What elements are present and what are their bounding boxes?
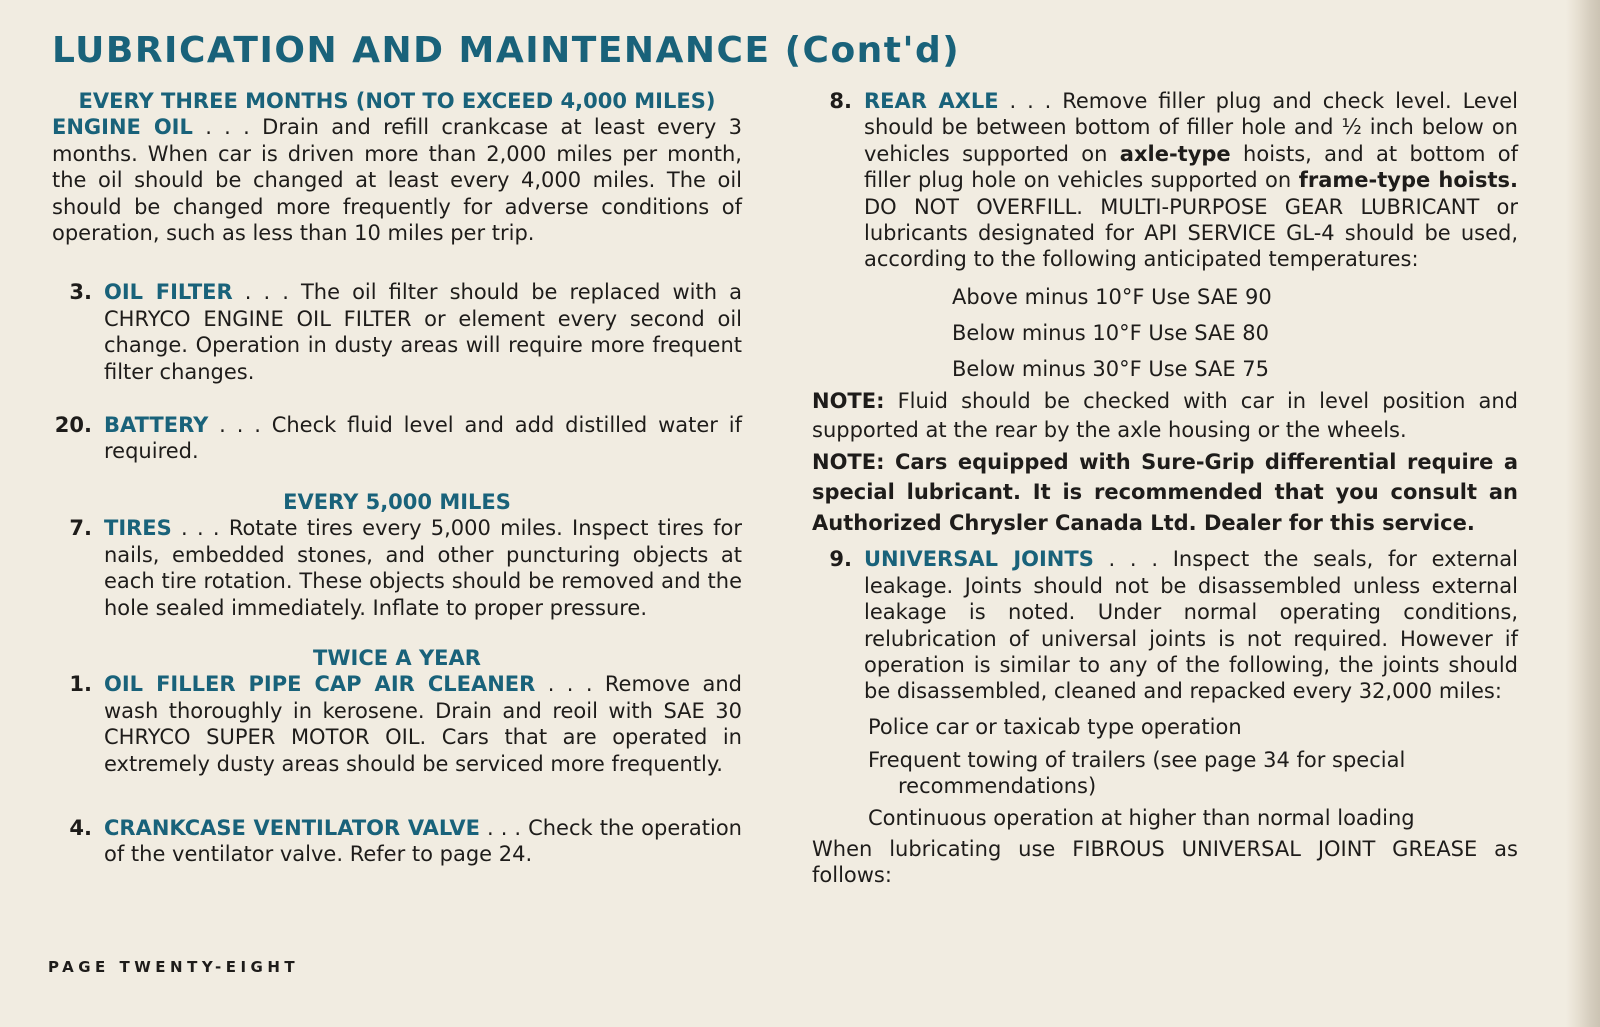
item-battery [52,412,742,465]
air-cleaner-text: . . . Remove and wash thoroughly in kerosene. Drain and reoil with SAE 30 CHRYCO SUPER MOTOR OIL. Cars that are operated in extremely dusty areas should be serviced more frequently. [104,672,742,776]
battery-label: BATTERY [104,413,209,438]
item-number: 4. [69,815,92,840]
rear-axle-text-a: . . . Remove filler plug and check level. Level should be between bottom of filler hole and ½ inch below on vehicles supported on [864,89,1519,166]
heading-every-5000-miles: EVERY 5,000 MILES [283,489,511,514]
condition-line: Police car or taxicab type operation [868,714,1242,739]
crankcase-label: CRANKCASE VENTILATOR VALVE [104,815,480,840]
right-column [812,88,1518,888]
item-number: 9. [829,547,852,572]
item-number: 7. [69,516,92,541]
temperature-line: Below minus 10°F Use SAE 80 [952,320,1270,345]
item-crankcase-valve [52,815,742,868]
item-number: 3. [69,280,92,305]
rear-axle-text-b: hoists, and at bottom of filler plug hole on vehicles supported on [864,141,1518,193]
rear-axle-bold-a: axle-type [1119,141,1231,166]
rear-axle-bold-b: frame-type hoists. [1298,168,1518,193]
universal-joints-label: UNIVERSAL JOINTS [864,547,1094,572]
battery-text: . . . Check fluid level and add distilled water if required. [104,413,742,464]
item-number: 1. [69,672,92,697]
item-universal-joints [812,546,1518,704]
item-number: 20. [54,413,92,438]
condition-line: Frequent towing of trailers (see page 34 for special recommendations) [868,747,1406,799]
item-tires [52,515,742,621]
item-number: 8. [829,89,852,113]
rear-axle-label: REAR AXLE [864,89,999,113]
note-label: NOTE: [812,388,885,413]
page-title: LUBRICATION AND MAINTENANCE (Cont'd) [52,30,961,71]
engine-oil-paragraph [52,114,742,246]
page-edge-shadow [1566,0,1600,1027]
note-text: Fluid should be checked with car in level position and supported at the rear by the axle housing or the wheels. [812,388,1518,442]
temperature-list [812,279,1518,387]
conditions-list [812,711,1518,834]
oil-filter-label: OIL FILTER [104,280,233,305]
page-footer: PAGE TWENTY-EIGHT [48,958,300,976]
crankcase-text: . . . Check the operation of the ventilator valve. Refer to page 24. [104,815,742,867]
condition-line: Continuous operation at higher than normal loading [868,805,1415,830]
engine-oil-text: . . . Drain and refill crankcase at least every 3 months. When car is driven more than 2,000 miles per month, the oil should be changed at least every 4,000 miles. The oil should be changed more frequently for adverse conditions of operation, such as less than 10 miles per trip. [52,115,743,246]
closing-paragraph: When lubricating use FIBROUS UNIVERSAL JOINT GREASE as follows: [812,836,1518,887]
item-air-cleaner [52,671,742,777]
note-sure-grip: NOTE: Cars equipped with Sure-Grip differential require a special lubricant. It is recommended that you consult an Authorized Chrysler Canada Ltd. Dealer for this service. [812,449,1518,535]
item-rear-axle [812,88,1518,273]
universal-joints-text: . . . Inspect the seals, for external leakage. Joints should not be disassembled unless external leakage is noted. Under normal operating conditions, relubrication of universal joints is not required. However if operation is similar to any of the following, the joints should be disassembled, cleaned and repacked every 32,000 miles: [864,547,1518,704]
left-column [52,88,742,868]
rear-axle-text-c: DO NOT OVERFILL. MULTI-PURPOSE GEAR LUBRICANT or lubricants designated for API SERVICE GL-4 should be used, according to the following anticipated temperatures: [864,194,1518,272]
note-fluid-check [812,387,1518,445]
air-cleaner-label: OIL FILLER PIPE CAP AIR CLEANER [104,672,536,697]
oil-filter-text: . . . The oil filter should be replaced with a CHRYCO ENGINE OIL FILTER or element every second oil change. Operation in dusty areas will require more frequent filter changes. [104,280,742,384]
tires-text: . . . Rotate tires every 5,000 miles. Inspect tires for nails, embedded stones, and other puncturing objects at each tire rotation. These objects should be removed and the hole sealed immediately. Inflate to proper pressure. [104,516,742,620]
engine-oil-label: ENGINE OIL [52,115,193,140]
heading-every-three-months: EVERY THREE MONTHS (NOT TO EXCEED 4,000 MILES) [78,89,716,113]
tires-label: TIRES [104,516,172,541]
heading-twice-a-year: TWICE A YEAR [313,645,481,670]
item-oil-filter [52,279,742,385]
temperature-line: Below minus 30°F Use SAE 75 [952,356,1270,381]
temperature-line: Above minus 10°F Use SAE 90 [952,284,1272,309]
